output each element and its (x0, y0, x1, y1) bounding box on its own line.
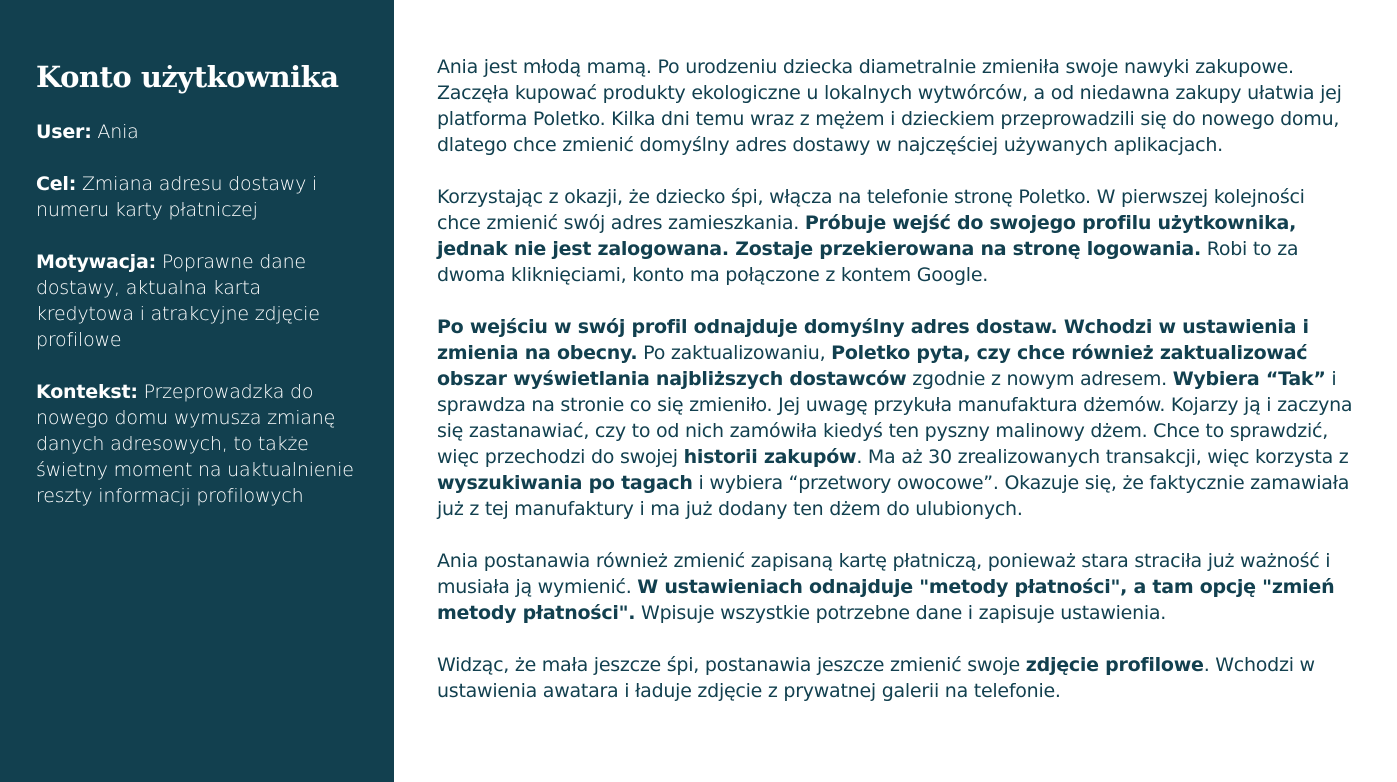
page-title: Konto użytkownika (36, 60, 339, 94)
paragraph-text: i sprawdza na stronie co się zmieniło. Jej uwagę przykuła manufaktura dżemów. Kojarzy ją i zaczyna się zastanawiać, czy to od nich zamówiła kiedyś ten pyszny malinowy dżem. Chce to sprawdzić, więc przechodzi do swojej (437, 368, 1353, 468)
scenario-paragraph (437, 184, 1353, 288)
highlighted-text: Poletko pyta, czy chce również zaktualizować obszar wyświetlania najbliższych dostawców (437, 342, 1308, 390)
side-item-user (36, 119, 364, 145)
paragraph-text: Po zaktualizowaniu, (637, 342, 832, 364)
side-item-text: Ania (91, 121, 139, 143)
highlighted-text: Próbuje wejść do swojego profilu użytkownika, jednak nie jest zalogowana. Zostaje przekierowana na stronę logowania. (437, 212, 1297, 260)
highlighted-text: Po wejściu w swój profil odnajduje domyślny adres dostaw. Wchodzi w ustawienia i zmienia na obecny. (437, 316, 1309, 364)
paragraph-text: Ania postanawia również zmienić zapisaną kartę płatniczą, ponieważ stara straciła już ważność i musiała ją wymienić. (437, 550, 1331, 598)
paragraph-text: zgodnie z nowym adresem. (906, 368, 1173, 390)
side-item-text: Przeprowadzka do nowego domu wymusza zmianę danych adresowych, to także świetny moment na uaktualnienie reszty informacji profilowych (36, 381, 354, 507)
highlighted-text: zdjęcie profilowe (1025, 654, 1204, 676)
paragraph-text: i wybiera “przetwory owocowe”. Okazuje się, że faktycznie zamawiała już z tej manufaktury i ma już dodany ten dżem do ulubionych. (437, 472, 1350, 520)
paragraph-text: Widząc, że mała jeszcze śpi, postanawia jeszcze zmienić swoje (437, 654, 1026, 676)
scenario-paragraph (437, 548, 1353, 626)
scenario-text (394, 0, 1397, 782)
side-item-label: Cel: (36, 173, 77, 195)
side-item-label: Kontekst: (36, 381, 138, 403)
highlighted-text: wyszukiwania po tagach (437, 472, 693, 494)
scenario-paragraph (437, 652, 1353, 704)
paragraph-text: . Ma aż 30 zrealizowanych transakcji, więc korzysta z (856, 446, 1349, 468)
paragraph-text: Robi to za dwoma kliknięciami, konto ma połączone z kontem Google. (437, 238, 1299, 286)
paragraph-text: Wpisuje wszystkie potrzebne dane i zapisuje ustawienia. (635, 602, 1167, 624)
side-item-text: Poprawne dane dostawy, aktualna karta kredytowa i atrakcyjne zdjęcie profilowe (36, 251, 320, 351)
side-item-motivation (36, 249, 364, 353)
scenario-paragraph (437, 314, 1353, 522)
side-item-text: Zmiana adresu dostawy i numeru karty płatniczej (36, 173, 318, 221)
paragraph-text: . Wchodzi w ustawienia awatara i ładuje zdjęcie z prywatnej galerii na telefonie. (437, 654, 1315, 702)
paragraph-text: Korzystając z okazji, że dziecko śpi, włącza na telefonie stronę Poletko. W pierwszej kolejności chce zmienić swój adres zamieszkania. (437, 186, 1305, 234)
highlighted-text: W ustawieniach odnajduje "metody płatności", a tam opcję "zmień metody płatności". (437, 576, 1335, 624)
scenario-paragraph (437, 54, 1353, 158)
sidebar (0, 0, 394, 782)
paragraph-text: Ania jest młodą mamą. Po urodzeniu dziecka diametralnie zmieniła swoje nawyki zakupowe. Zaczęła kupować produkty ekologiczne u lokalnych wytwórców, a od niedawna zakupy ułatwia jej platforma Poletko. Kilka dni temu wraz z mężem i dzieckiem przeprowadzili się do nowego domu, dlatego chce zmienić domyślny adres dostawy w najczęściej używanych aplikacjach. (437, 56, 1342, 156)
side-item-label: Motywacja: (36, 251, 156, 273)
side-item-label: User: (36, 121, 92, 143)
highlighted-text: Wybiera “Tak” (1172, 368, 1326, 390)
side-item-goal (36, 171, 364, 223)
side-item-context (36, 379, 364, 509)
highlighted-text: historii zakupów (683, 446, 857, 468)
